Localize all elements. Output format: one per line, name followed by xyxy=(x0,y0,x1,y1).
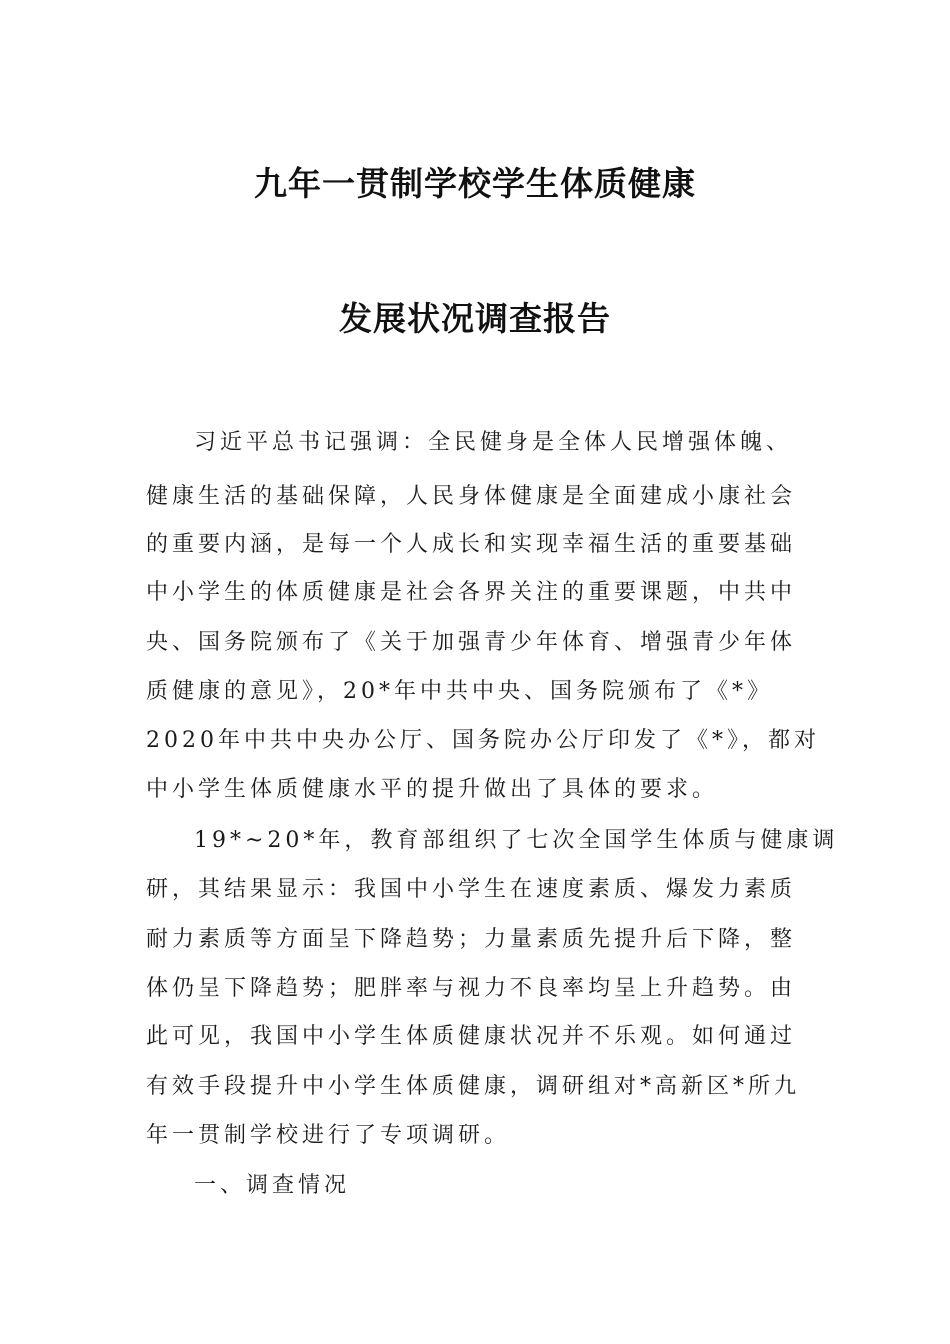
paragraph-1-line: 健康生活的基础保障，人民身体健康是全面建成小康社会 xyxy=(146,484,797,509)
document-title-line-2: 发展状况调查报告 xyxy=(339,299,611,338)
paragraph-2-line: 耐力素质等方面呈下降趋势；力量素质先提升后下降，整 xyxy=(146,927,797,952)
paragraph-2-line: 年一贯制学校进行了专项调研。 xyxy=(146,1123,511,1148)
paragraph-1-line: 央、国务院颁布了《关于加强青少年体育、增强青少年体 xyxy=(146,630,797,655)
paragraph-2-line: 体仍呈下降趋势；肥胖率与视力不良率均呈上升趋势。由 xyxy=(146,976,797,1001)
paragraph-2-line: 此可见，我国中小学生体质健康状况并不乐观。如何通过 xyxy=(146,1024,797,1049)
paragraph-1-line: 质健康的意见》，20*年中共中央、国务院颁布了《*》 xyxy=(146,679,773,704)
paragraph-2-line: 研，其结果显示：我国中小学生在速度素质、爆发力素质 xyxy=(146,877,797,902)
paragraph-2-line: 有效手段提升中小学生体质健康，调研组对*高新区*所九 xyxy=(146,1074,801,1099)
paragraph-1-line: 2020年中共中央办公厅、国务院办公厅印发了《*》，都对 xyxy=(146,728,820,753)
document-title-line-1: 九年一贯制学校学生体质健康 xyxy=(254,164,696,203)
paragraph-1-line: 中小学生体质健康水平的提升做出了具体的要求。 xyxy=(146,777,719,802)
paragraph-1-line: 习近平总书记强调：全民健身是全体人民增强体魄、 xyxy=(194,430,793,455)
paragraph-1-line: 的重要内涵，是每一个人成长和实现幸福生活的重要基础 xyxy=(146,532,797,557)
section-heading: 一、调查情况 xyxy=(194,1173,351,1198)
paragraph-2-line: 19*~20*年，教育部组织了七次全国学生体质与健康调 xyxy=(194,828,839,853)
paragraph-1-line: 中小学生的体质健康是社会各界关注的重要课题，中共中 xyxy=(146,580,797,605)
